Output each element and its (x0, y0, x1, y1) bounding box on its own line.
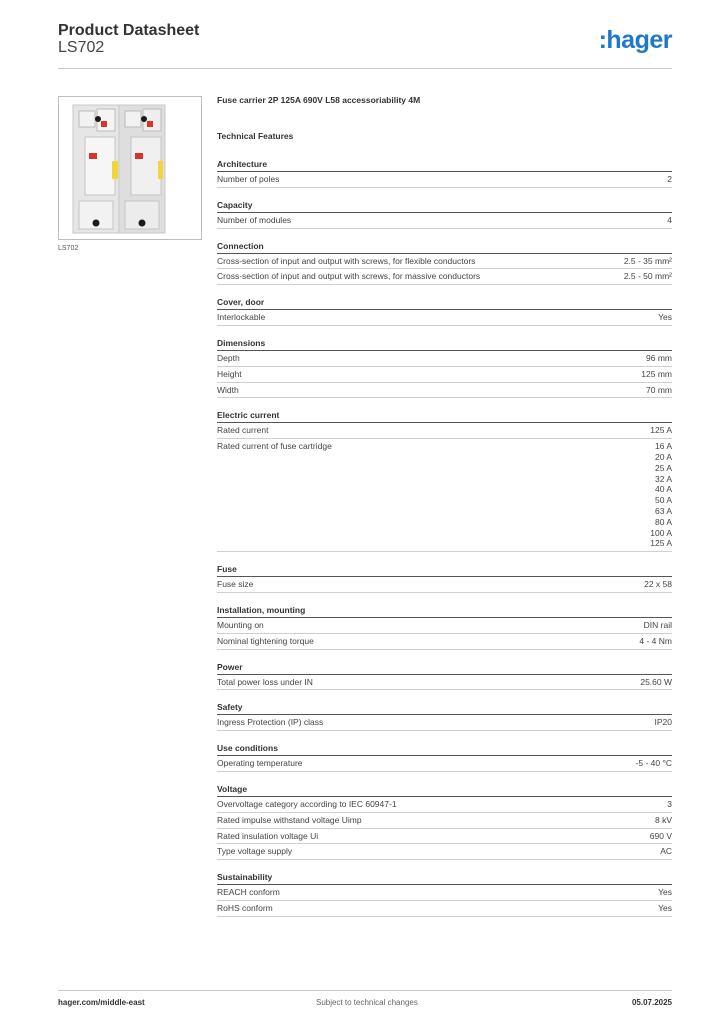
page-title: Product Datasheet (58, 22, 200, 39)
feature-label: Interlockable (217, 312, 266, 323)
product-name: Fuse carrier 2P 125A 690V L58 accessoriability 4M (217, 95, 421, 105)
feature-section (217, 784, 672, 860)
feature-value (650, 441, 672, 549)
logo-text: hager (606, 26, 672, 54)
feature-row (217, 577, 672, 593)
feature-row (217, 383, 672, 399)
feature-row (217, 254, 672, 270)
feature-value (644, 620, 672, 631)
feature-row (217, 618, 672, 634)
section-title: Connection (217, 241, 672, 254)
feature-row (217, 715, 672, 731)
section-title: Electric current (217, 410, 672, 423)
feature-value (641, 369, 672, 380)
feature-value-line: 22 x 58 (644, 579, 672, 590)
feature-value-line: 2 (667, 174, 672, 184)
feature-label: Rated current (217, 425, 269, 436)
feature-value-line: -5 - 40 °C (635, 758, 672, 769)
feature-value-line: 2.5 - 35 mm² (623, 255, 672, 266)
feature-value (646, 385, 672, 396)
feature-value (655, 815, 672, 826)
feature-value-line: 4 (667, 214, 672, 225)
feature-row (217, 901, 672, 917)
section-title: Dimensions (217, 338, 672, 351)
feature-value-line: 16 A (654, 441, 672, 452)
feature-value (658, 887, 672, 898)
section-title: Power (217, 662, 672, 675)
feature-value-line: 2.5 - 50 mm² (623, 271, 672, 282)
feature-row (217, 829, 672, 845)
feature-label: Overvoltage category according to IEC 60947-1 (217, 798, 397, 809)
feature-row (217, 310, 672, 326)
feature-label: REACH conform (217, 887, 280, 898)
hager-logo: :hager (598, 26, 672, 54)
fuse-carrier-illustration (59, 97, 201, 239)
feature-label: Total power loss under IN (217, 676, 313, 687)
feature-value (636, 758, 672, 769)
feature-value (658, 903, 672, 914)
feature-value (655, 717, 673, 728)
feature-value-line: DIN rail (643, 619, 672, 630)
feature-row (217, 367, 672, 383)
feature-sections (217, 159, 672, 917)
feature-value-line: 3 (667, 798, 672, 809)
feature-value-line: 8 kV (654, 814, 672, 825)
header-divider (58, 68, 672, 69)
feature-row (217, 844, 672, 860)
feature-value (624, 271, 672, 282)
feature-value-line: 125 A (650, 425, 672, 436)
section-title: Fuse (217, 564, 672, 577)
feature-row (217, 813, 672, 829)
feature-label: Depth (217, 352, 240, 363)
feature-value (667, 174, 672, 185)
section-title: Architecture (217, 159, 672, 172)
feature-value (640, 677, 672, 688)
feature-row (217, 213, 672, 229)
feature-value (667, 799, 672, 810)
feature-section (217, 159, 672, 188)
feature-value (650, 425, 672, 436)
feature-label: Ingress Protection (IP) class (217, 717, 324, 728)
feature-section (217, 297, 672, 326)
feature-value-line: Yes (658, 902, 672, 913)
feature-row (217, 797, 672, 813)
feature-value-line: 25 A (654, 462, 672, 473)
feature-label: Nominal tightening torque (217, 635, 314, 646)
feature-value-line: 32 A (654, 473, 672, 484)
feature-label: Number of modules (217, 214, 292, 225)
footer-divider (58, 990, 672, 991)
product-code: LS702 (58, 39, 105, 56)
product-image (58, 96, 202, 240)
feature-value (667, 215, 672, 226)
section-title: Installation, mounting (217, 605, 672, 618)
feature-value-line: Yes (658, 312, 672, 323)
feature-value (660, 846, 672, 857)
feature-value-line: IP20 (654, 717, 672, 728)
feature-label: Rated insulation voltage Ui (217, 830, 319, 841)
feature-value-line: 96 mm (646, 352, 672, 363)
datasheet-content (217, 95, 672, 929)
feature-value-line: 100 A (650, 527, 672, 538)
feature-value-line: 80 A (654, 516, 672, 527)
feature-row (217, 885, 672, 901)
feature-row (217, 675, 672, 691)
section-title: Cover, door (217, 297, 672, 310)
feature-section (217, 241, 672, 286)
feature-label: Cross-section of input and output with screws, for flexible conductors (217, 255, 476, 266)
technical-features-title: Technical Features (217, 131, 294, 141)
feature-label: Mounting on (217, 619, 264, 630)
feature-label: RoHS conform (217, 902, 273, 913)
feature-value-line: 125 A (650, 538, 672, 549)
section-title: Use conditions (217, 743, 672, 756)
feature-value-line: 4 - 4 Nm (639, 635, 672, 646)
section-title: Safety (217, 702, 672, 715)
feature-row (217, 423, 672, 439)
feature-label: Width (217, 384, 239, 395)
footer-date: 05.07.2025 (631, 998, 672, 1007)
feature-value-line: 20 A (654, 451, 672, 462)
feature-row (217, 172, 672, 188)
feature-section (217, 872, 672, 917)
feature-section (217, 338, 672, 398)
feature-label: Rated impulse withstand voltage Uimp (217, 814, 362, 825)
feature-value-line: Yes (658, 887, 672, 898)
section-title: Capacity (217, 200, 672, 213)
feature-value (624, 256, 672, 267)
feature-row (217, 756, 672, 772)
feature-label: Number of poles (217, 174, 280, 184)
feature-value-line: 63 A (654, 505, 672, 516)
feature-label: Operating temperature (217, 758, 303, 769)
feature-section (217, 702, 672, 731)
feature-value-line: 50 A (654, 495, 672, 506)
feature-label: Height (217, 368, 242, 379)
feature-value-line: 25.60 W (640, 676, 672, 687)
image-caption: LS702 (58, 245, 79, 252)
feature-section (217, 564, 672, 593)
section-title: Voltage (217, 784, 672, 797)
feature-label: Cross-section of input and output with screws, for massive conductors (217, 271, 481, 282)
feature-value-line: AC (660, 846, 672, 857)
feature-section (217, 743, 672, 772)
feature-label: Type voltage supply (217, 846, 293, 857)
feature-value-line: 690 V (649, 830, 672, 841)
feature-label: Fuse size (217, 579, 254, 590)
footer-website: hager.com/middle-east (58, 998, 145, 1007)
feature-value-line: 40 A (654, 484, 672, 495)
feature-value-line: 125 mm (641, 368, 672, 379)
feature-value (639, 636, 672, 647)
feature-label: Rated current of fuse cartridge (217, 441, 332, 452)
feature-section (217, 605, 672, 650)
feature-value (646, 353, 672, 364)
feature-row (217, 351, 672, 367)
feature-row (217, 269, 672, 285)
section-title: Sustainability (217, 872, 672, 885)
feature-value (650, 831, 672, 842)
feature-value (644, 579, 672, 590)
feature-value (658, 312, 672, 323)
feature-row (217, 439, 672, 552)
footer-notice: Subject to technical changes (316, 998, 418, 1007)
feature-section (217, 200, 672, 229)
feature-value-line: 70 mm (646, 384, 672, 395)
feature-section (217, 662, 672, 691)
feature-row (217, 634, 672, 650)
feature-section (217, 410, 672, 552)
